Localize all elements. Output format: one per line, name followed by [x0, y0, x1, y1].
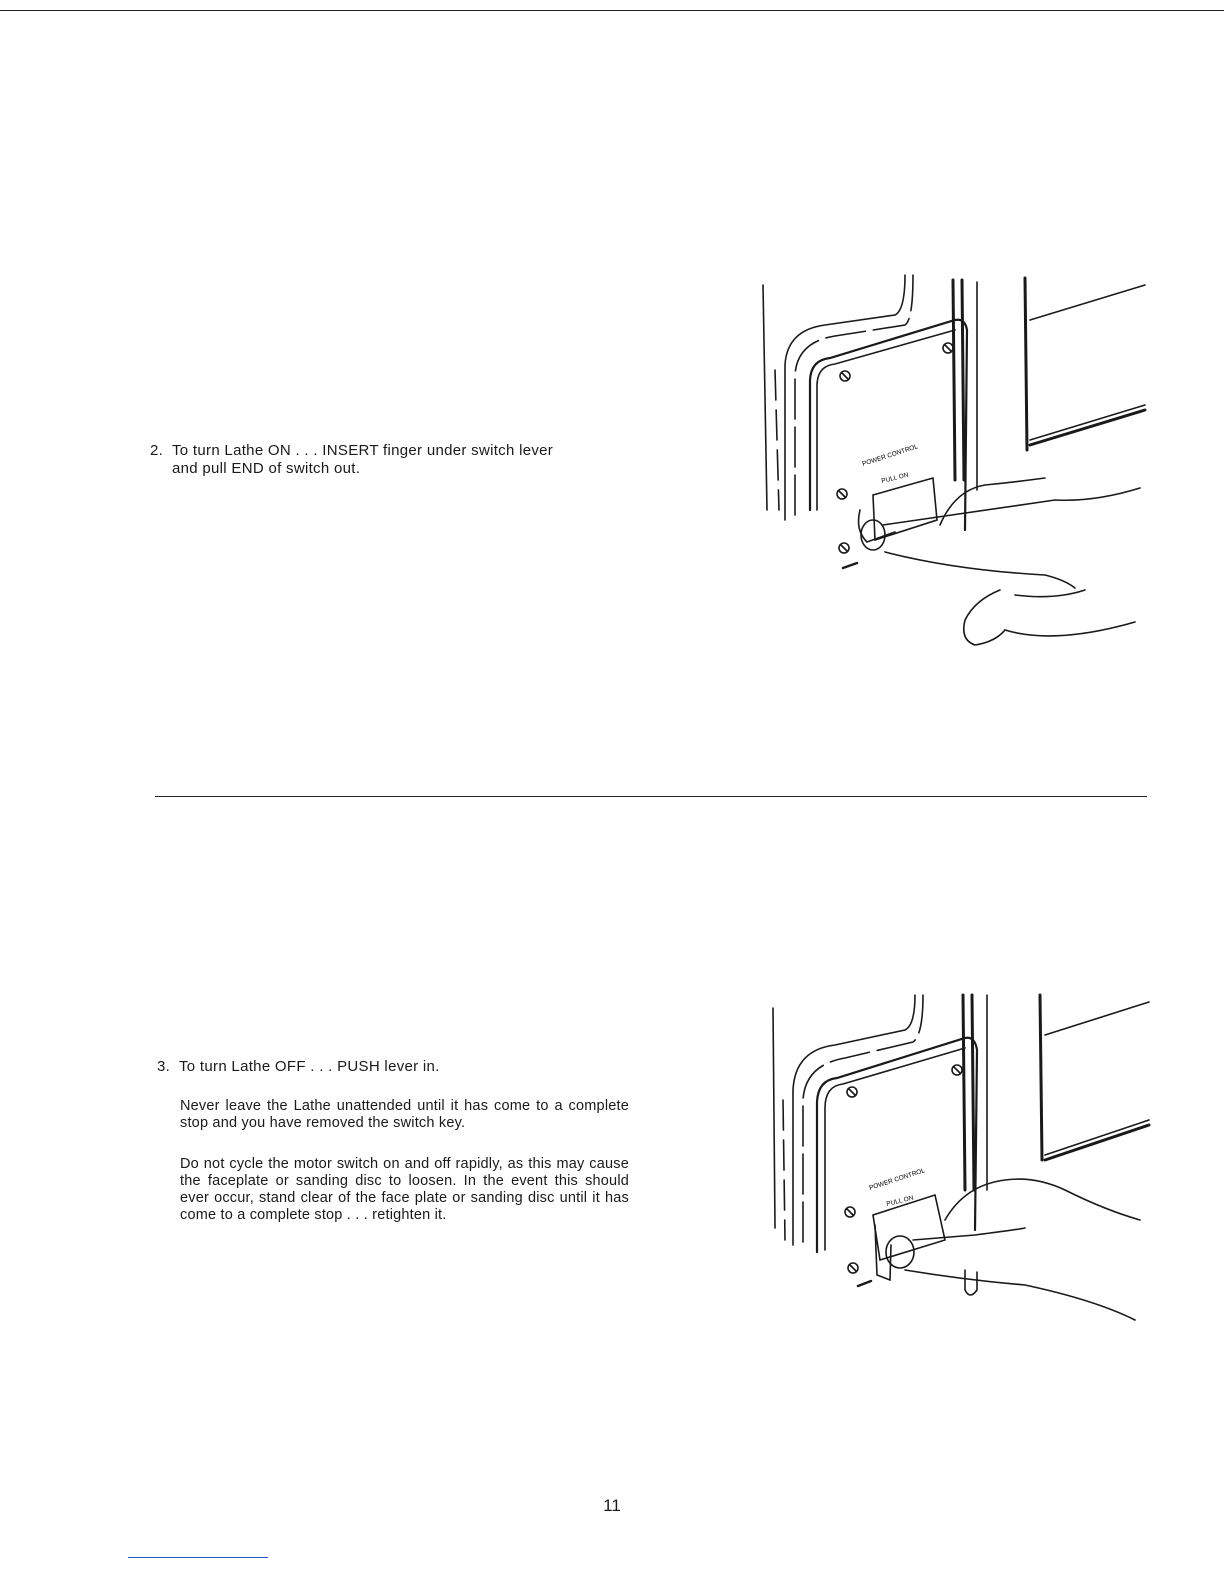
illustration-2-label-bottom: PULL ON — [885, 1194, 915, 1208]
step-3-number: 3. — [157, 1058, 171, 1075]
step-2-instruction — [150, 442, 630, 478]
illustration-2-label-top: POWER CONTROL — [868, 1167, 926, 1192]
step-3-line-1: To turn Lathe OFF . . . PUSH lever in. — [179, 1058, 440, 1075]
step-3-paragraph-2: Do not cycle the motor switch on and off rapidly, as this may cause the faceplate or sanding disc to loosen. In the event this should ever occur, stand clear of the face plate or sanding disc until it has come to a complete stop . . . retighten it. — [180, 1156, 629, 1223]
section-divider — [155, 796, 1147, 797]
step-2-number: 2. — [150, 442, 164, 459]
footer-link-underline[interactable] — [128, 1557, 268, 1558]
top-rule — [0, 10, 1224, 11]
switch-off-illustration — [765, 990, 1155, 1330]
step-2-line-2: and pull END of switch out. — [172, 460, 361, 477]
step-3-paragraph-1: Never leave the Lathe unattended until it has come to a complete stop and you have removed the switch key. — [180, 1098, 629, 1131]
step-2-line-1: To turn Lathe ON . . . INSERT finger under switch lever — [172, 442, 554, 459]
switch-on-illustration — [755, 270, 1150, 660]
illustration-1-label-top: POWER CONTROL — [861, 443, 919, 468]
page-number: 11 — [603, 1496, 621, 1515]
step-3-instruction — [157, 1058, 637, 1076]
illustration-1-label-bottom: PULL ON — [880, 471, 910, 485]
